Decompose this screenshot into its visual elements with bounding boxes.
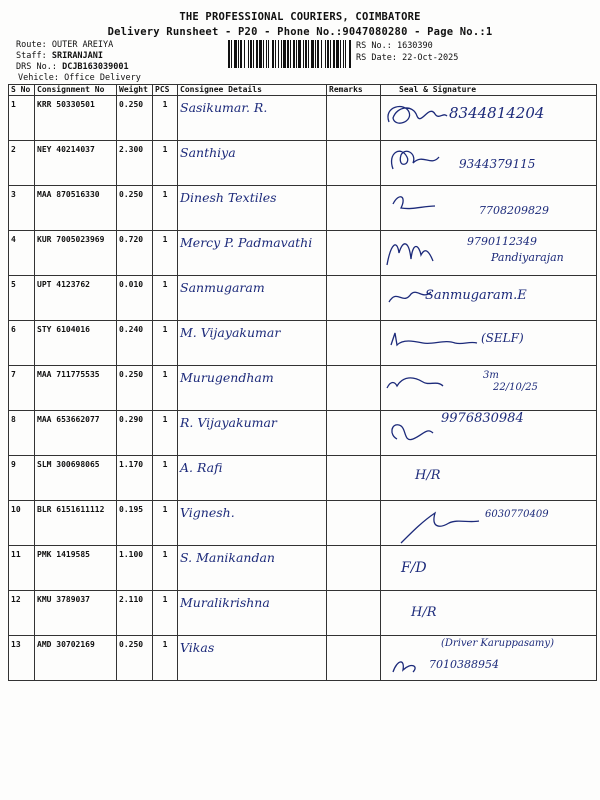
row-pcs: 1	[153, 591, 178, 636]
row-consignment-no: STY 6104016	[35, 321, 117, 366]
row-sno: 12	[9, 591, 35, 636]
row-remarks	[327, 231, 381, 276]
row-signature-text: 8344814204	[449, 104, 545, 122]
row-consignee: Murugendham	[180, 370, 274, 385]
row-sno: 6	[9, 321, 35, 366]
col-pcs: PCS	[153, 85, 178, 96]
signature-scribble-icon	[383, 503, 493, 546]
row-remarks	[327, 186, 381, 231]
table-row	[9, 366, 597, 411]
row-consignment-no: BLR 6151611112	[35, 501, 117, 546]
row-signature	[381, 636, 597, 681]
table-row	[9, 321, 597, 366]
route-line	[16, 40, 113, 51]
row-signature	[381, 546, 597, 591]
rs-no-label: RS No.:	[356, 41, 392, 51]
row-signature	[381, 456, 597, 501]
row-sno: 5	[9, 276, 35, 321]
row-signature-text: F/D	[401, 560, 427, 576]
signature-scribble-icon	[383, 323, 493, 366]
vehicle-label: Vehicle:	[18, 73, 59, 83]
rs-no-value: 1630390	[396, 41, 433, 51]
row-weight: 0.250	[117, 186, 153, 231]
row-signature-text: 9790112349	[467, 235, 537, 248]
row-pcs: 1	[153, 231, 178, 276]
row-weight: 0.720	[117, 231, 153, 276]
row-signature-text: 9344379115	[459, 157, 536, 171]
route-value: OUTER AREIYA	[51, 40, 114, 50]
row-weight: 0.290	[117, 411, 153, 456]
row-consignment-no: MAA 870516330	[35, 186, 117, 231]
signature-scribble-icon	[383, 368, 493, 411]
row-remarks	[327, 591, 381, 636]
row-signature-text-2: (Driver Karuppasamy)	[441, 638, 554, 649]
row-pcs: 1	[153, 501, 178, 546]
row-signature	[381, 276, 597, 321]
row-pcs: 1	[153, 546, 178, 591]
table-row	[9, 96, 597, 141]
col-remarks: Remarks	[327, 85, 381, 96]
row-remarks	[327, 636, 381, 681]
row-signature	[381, 231, 597, 276]
drs-value: DCJB163039001	[62, 62, 129, 72]
table-row	[9, 546, 597, 591]
row-signature	[381, 96, 597, 141]
rs-no-line	[356, 41, 433, 51]
col-signature: Seal & Signature	[381, 85, 597, 96]
runsheet-table	[8, 84, 597, 681]
row-signature-text: 7010388954	[429, 658, 499, 671]
row-signature-text: Sanmugaram.E	[425, 288, 527, 303]
row-remarks	[327, 411, 381, 456]
row-remarks	[327, 546, 381, 591]
row-weight: 0.250	[117, 636, 153, 681]
row-signature	[381, 501, 597, 546]
row-consignee: Sasikumar. R.	[180, 100, 268, 115]
row-sno: 3	[9, 186, 35, 231]
row-signature-text: 9976830984	[441, 411, 524, 426]
row-sno: 10	[9, 501, 35, 546]
row-signature	[381, 321, 597, 366]
drs-line	[16, 62, 129, 73]
row-sno: 9	[9, 456, 35, 501]
col-consignment: Consignment No	[35, 85, 117, 96]
row-weight: 1.170	[117, 456, 153, 501]
row-consignment-no: PMK 1419585	[35, 546, 117, 591]
vehicle-value: Office Delivery	[64, 73, 141, 83]
col-weight: Weight	[117, 85, 153, 96]
row-consignee: Santhiya	[180, 145, 236, 160]
row-pcs: 1	[153, 456, 178, 501]
row-signature-text: H/R	[411, 605, 437, 620]
company-title: THE PROFESSIONAL COURIERS, COIMBATORE	[179, 11, 421, 23]
row-pcs: 1	[153, 636, 178, 681]
staff-value: SRIRANJANI	[51, 51, 104, 61]
row-remarks	[327, 96, 381, 141]
vehicle-line	[18, 73, 141, 84]
barcode-image	[228, 40, 352, 68]
row-pcs: 1	[153, 366, 178, 411]
row-signature-text-2: 22/10/25	[493, 382, 538, 393]
row-signature-text: 3m	[483, 370, 499, 381]
runsheet-subtitle: Delivery Runsheet - P20 - Phone No.:9047080280 - Page No.:1	[107, 26, 493, 38]
row-pcs: 1	[153, 411, 178, 456]
row-weight: 0.010	[117, 276, 153, 321]
row-consignment-no: KUR 7005023969	[35, 231, 117, 276]
row-consignment-no: AMD 30702169	[35, 636, 117, 681]
row-consignee: Vignesh.	[180, 505, 235, 520]
row-signature	[381, 141, 597, 186]
table-row	[9, 411, 597, 456]
row-signature-text: H/R	[415, 468, 441, 483]
row-signature-text-2: Pandiyarajan	[491, 251, 564, 264]
rs-date-line	[356, 53, 458, 63]
row-signature	[381, 186, 597, 231]
row-sno: 1	[9, 96, 35, 141]
signature-scribble-icon	[383, 188, 493, 231]
staff-label: Staff:	[16, 51, 47, 61]
row-pcs: 1	[153, 321, 178, 366]
table-row	[9, 636, 597, 681]
row-weight: 2.110	[117, 591, 153, 636]
row-consignment-no: MAA 711775535	[35, 366, 117, 411]
row-remarks	[327, 366, 381, 411]
row-consignment-no: UPT 4123762	[35, 276, 117, 321]
row-consignee: Dinesh Textiles	[180, 190, 277, 205]
row-weight: 0.195	[117, 501, 153, 546]
row-pcs: 1	[153, 276, 178, 321]
row-consignment-no: KMU 3789037	[35, 591, 117, 636]
row-consignee: S. Manikandan	[180, 550, 275, 565]
row-consignment-no: MAA 653662077	[35, 411, 117, 456]
table-row	[9, 276, 597, 321]
row-signature	[381, 591, 597, 636]
row-remarks	[327, 321, 381, 366]
row-weight: 1.100	[117, 546, 153, 591]
row-remarks	[327, 141, 381, 186]
table-row	[9, 591, 597, 636]
col-sno: S No	[9, 85, 35, 96]
row-sno: 2	[9, 141, 35, 186]
row-signature	[381, 411, 597, 456]
table-row	[9, 456, 597, 501]
staff-line	[16, 51, 103, 62]
row-signature-text: 7708209829	[479, 204, 549, 217]
row-consignee: R. Vijayakumar	[180, 415, 277, 430]
row-sno: 4	[9, 231, 35, 276]
table-row	[9, 141, 597, 186]
row-consignee: Sanmugaram	[180, 280, 265, 295]
table-header	[9, 85, 597, 96]
table-row	[9, 231, 597, 276]
row-remarks	[327, 501, 381, 546]
drs-label: DRS No.:	[16, 62, 57, 72]
row-consignee: Muralikrishna	[180, 595, 270, 610]
rs-date-value: 22-Oct-2025	[402, 53, 459, 63]
row-sno: 7	[9, 366, 35, 411]
rs-date-label: RS Date:	[356, 53, 397, 63]
col-consignee: Consignee Details	[178, 85, 327, 96]
row-weight: 0.250	[117, 96, 153, 141]
row-consignee: Vikas	[180, 640, 215, 655]
row-remarks	[327, 276, 381, 321]
row-signature-text: 6030770409	[485, 509, 549, 520]
table-row	[9, 501, 597, 546]
row-consignment-no: NEY 40214037	[35, 141, 117, 186]
route-label: Route:	[16, 40, 47, 50]
row-remarks	[327, 456, 381, 501]
row-consignee: M. Vijayakumar	[180, 325, 281, 340]
row-pcs: 1	[153, 141, 178, 186]
row-sno: 8	[9, 411, 35, 456]
row-weight: 2.300	[117, 141, 153, 186]
row-sno: 11	[9, 546, 35, 591]
row-consignment-no: SLM 300698065	[35, 456, 117, 501]
row-consignee: A. Rafi	[180, 460, 223, 475]
row-consignment-no: KRR 50330501	[35, 96, 117, 141]
row-weight: 0.240	[117, 321, 153, 366]
row-weight: 0.250	[117, 366, 153, 411]
table-row	[9, 186, 597, 231]
row-pcs: 1	[153, 186, 178, 231]
row-signature-text: (SELF)	[481, 331, 524, 345]
row-consignee: Mercy P. Padmavathi	[180, 235, 313, 250]
row-pcs: 1	[153, 96, 178, 141]
row-sno: 13	[9, 636, 35, 681]
row-signature	[381, 366, 597, 411]
